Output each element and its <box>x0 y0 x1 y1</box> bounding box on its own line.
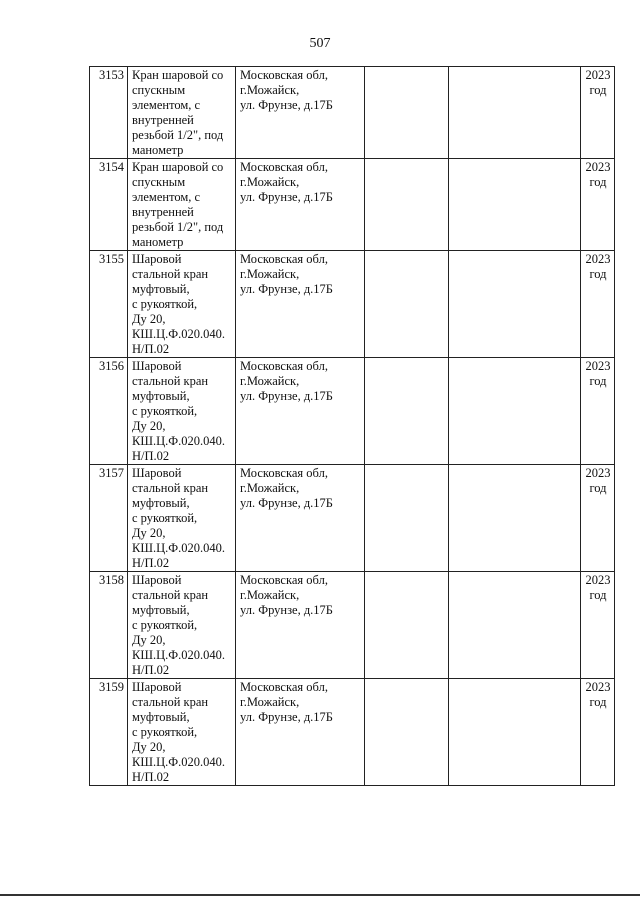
empty-cell <box>365 251 449 358</box>
address-cell: Московская обл, г.Можайск, ул. Фрунзе, д.17Б <box>236 679 365 786</box>
item-name-cell: Кран шаровой со спускным элементом, с внутренней резьбой 1/2", под манометр <box>128 67 236 159</box>
row-number-cell: 3159 <box>90 679 128 786</box>
year-cell: 2023 год <box>581 465 615 572</box>
scan-bottom-edge <box>0 894 640 896</box>
empty-cell <box>365 358 449 465</box>
row-number-cell: 3156 <box>90 358 128 465</box>
row-number-cell: 3158 <box>90 572 128 679</box>
empty-cell <box>449 465 581 572</box>
item-name-cell: Шаровой стальной кран муфтовый, с рукояткой, Ду 20, КШ.Ц.Ф.020.040. Н/П.02 <box>128 679 236 786</box>
item-name-cell: Шаровой стальной кран муфтовый, с рукояткой, Ду 20, КШ.Ц.Ф.020.040. Н/П.02 <box>128 465 236 572</box>
address-cell: Московская обл, г.Можайск, ул. Фрунзе, д.17Б <box>236 159 365 251</box>
table-row <box>90 251 615 358</box>
year-cell: 2023 год <box>581 572 615 679</box>
page-number: 507 <box>309 36 331 51</box>
table-row <box>90 358 615 465</box>
empty-cell <box>365 465 449 572</box>
row-number-cell: 3153 <box>90 67 128 159</box>
table-row <box>90 465 615 572</box>
item-name-cell: Кран шаровой со спускным элементом, с внутренней резьбой 1/2", под манометр <box>128 159 236 251</box>
address-cell: Московская обл, г.Можайск, ул. Фрунзе, д.17Б <box>236 358 365 465</box>
empty-cell <box>365 572 449 679</box>
empty-cell <box>449 159 581 251</box>
year-cell: 2023 год <box>581 251 615 358</box>
row-number-cell: 3154 <box>90 159 128 251</box>
table-row <box>90 572 615 679</box>
item-name-cell: Шаровой стальной кран муфтовый, с рукояткой, Ду 20, КШ.Ц.Ф.020.040. Н/П.02 <box>128 572 236 679</box>
empty-cell <box>449 572 581 679</box>
empty-cell <box>365 67 449 159</box>
item-name-cell: Шаровой стальной кран муфтовый, с рукояткой, Ду 20, КШ.Ц.Ф.020.040. Н/П.02 <box>128 251 236 358</box>
item-name-cell: Шаровой стальной кран муфтовый, с рукояткой, Ду 20, КШ.Ц.Ф.020.040. Н/П.02 <box>128 358 236 465</box>
table-row <box>90 159 615 251</box>
table-row <box>90 679 615 786</box>
empty-cell <box>449 251 581 358</box>
row-number-cell: 3157 <box>90 465 128 572</box>
empty-cell <box>449 679 581 786</box>
empty-cell <box>449 67 581 159</box>
address-cell: Московская обл, г.Можайск, ул. Фрунзе, д.17Б <box>236 251 365 358</box>
empty-cell <box>365 159 449 251</box>
address-cell: Московская обл, г.Можайск, ул. Фрунзе, д.17Б <box>236 67 365 159</box>
table-row <box>90 67 615 159</box>
empty-cell <box>365 679 449 786</box>
year-cell: 2023 год <box>581 679 615 786</box>
address-cell: Московская обл, г.Можайск, ул. Фрунзе, д.17Б <box>236 465 365 572</box>
year-cell: 2023 год <box>581 358 615 465</box>
address-cell: Московская обл, г.Можайск, ул. Фрунзе, д.17Б <box>236 572 365 679</box>
year-cell: 2023 год <box>581 67 615 159</box>
inventory-table <box>89 66 615 786</box>
empty-cell <box>449 358 581 465</box>
row-number-cell: 3155 <box>90 251 128 358</box>
year-cell: 2023 год <box>581 159 615 251</box>
